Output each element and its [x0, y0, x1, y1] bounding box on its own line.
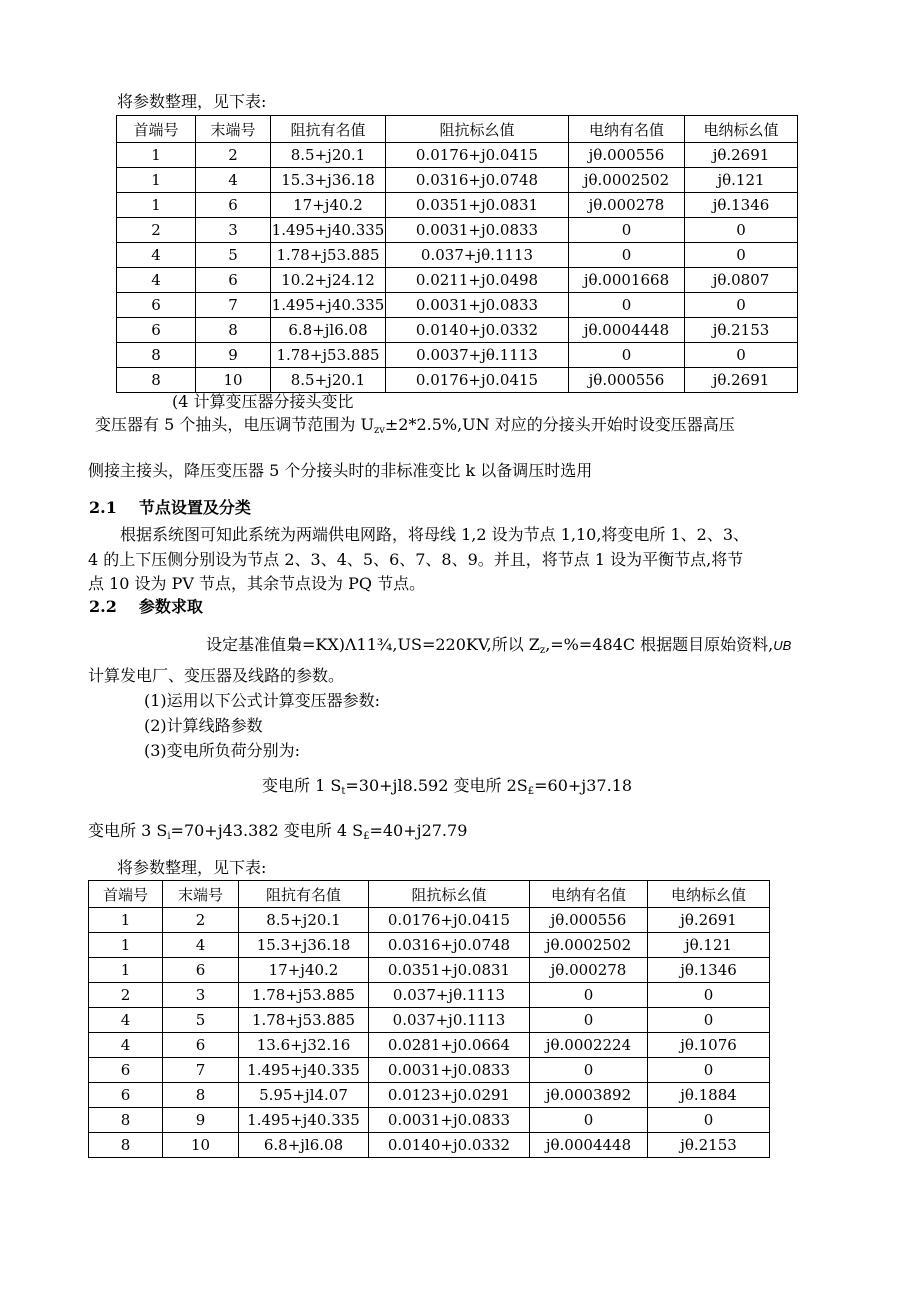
- table-cell: 1.78+j53.885: [271, 343, 386, 368]
- table-row: [117, 243, 798, 268]
- load-text: =30+jl8.592 变电所 2S: [345, 776, 528, 795]
- table-cell: 8: [89, 1108, 163, 1133]
- table-row: [89, 1133, 770, 1158]
- table-cell: 1.495+j40.335: [239, 1058, 369, 1083]
- table-cell: jθ.0001668: [569, 268, 685, 293]
- section-title: 参数求取: [138, 597, 203, 616]
- base-value-line: [206, 635, 792, 656]
- header-cell: 电纳有名值: [530, 881, 648, 908]
- table-cell: 1: [89, 933, 163, 958]
- table-cell: 6: [89, 1083, 163, 1108]
- table-cell: 0.0351+j0.0831: [369, 958, 530, 983]
- table-cell: 0: [685, 343, 798, 368]
- header-cell: 阻抗有名值: [239, 881, 369, 908]
- table-cell: 1.78+j53.885: [239, 983, 369, 1008]
- table-cell: jθ.1884: [648, 1083, 770, 1108]
- table-cell: 0.0031+j0.0833: [386, 293, 569, 318]
- list-item-2: (2)计算线路参数: [144, 716, 263, 735]
- table-cell: 1.495+j40.335: [271, 218, 386, 243]
- load-text: =70+j43.382 变电所 4 S: [170, 821, 364, 840]
- table-row: [89, 1008, 770, 1033]
- base-text-b: ,=%=484C 根据题目原始资料,: [545, 635, 774, 654]
- table-cell: 0.037+jθ.1113: [369, 983, 530, 1008]
- table-row: [89, 933, 770, 958]
- table-cell: jθ.2691: [685, 143, 798, 168]
- table-cell: 1.495+j40.335: [271, 293, 386, 318]
- table-cell: 0: [648, 983, 770, 1008]
- table-cell: jθ.121: [648, 933, 770, 958]
- table-cell: 6: [196, 193, 271, 218]
- table-cell: 7: [163, 1058, 239, 1083]
- table-cell: jθ.2691: [685, 368, 798, 393]
- table-cell: 0: [569, 293, 685, 318]
- table-cell: 3: [163, 983, 239, 1008]
- table-cell: 6: [163, 1033, 239, 1058]
- header-cell: 首端号: [89, 881, 163, 908]
- table-row: [89, 1083, 770, 1108]
- table-cell: jθ.0807: [685, 268, 798, 293]
- table-cell: 1.495+j40.335: [239, 1108, 369, 1133]
- table-cell: jθ.000278: [530, 958, 648, 983]
- table-cell: 2: [163, 908, 239, 933]
- table-cell: 8.5+j20.1: [271, 368, 386, 393]
- table-cell: 6: [89, 1058, 163, 1083]
- table-cell: jθ.1346: [685, 193, 798, 218]
- load-sub: i: [167, 831, 171, 842]
- tap-sub: zv: [373, 425, 385, 436]
- table-cell: 6: [163, 958, 239, 983]
- table1-intro: 将参数整理，见下表:: [117, 92, 267, 111]
- table-cell: 5: [163, 1008, 239, 1033]
- table-cell: 8.5+j20.1: [239, 908, 369, 933]
- table-cell: 10.2+j24.12: [271, 268, 386, 293]
- table-cell: 0.0316+j0.0748: [386, 168, 569, 193]
- table-cell: 1: [117, 193, 196, 218]
- load-text: 变电所 3 S: [88, 821, 168, 840]
- load-text: =40+j27.79: [369, 821, 468, 840]
- header-cell: 首端号: [117, 116, 196, 143]
- tap-paragraph-line2: 侧接主接头，降压变压器 5 个分接头时的非标准变比 k 以备调压时选用: [88, 461, 593, 480]
- load-line-1: [262, 776, 633, 797]
- table-cell: 10: [163, 1133, 239, 1158]
- table-header-row: [89, 881, 770, 908]
- table-cell: 1: [89, 958, 163, 983]
- table-cell: 0.0140+j0.0332: [386, 318, 569, 343]
- table-cell: 4: [163, 933, 239, 958]
- load-text: 变电所 1 S: [262, 776, 342, 795]
- table2-intro: 将参数整理，见下表:: [117, 858, 267, 877]
- table-cell: 6: [117, 318, 196, 343]
- table-cell: 3: [196, 218, 271, 243]
- load-sub: £: [527, 786, 535, 797]
- table-cell: jθ.0004448: [569, 318, 685, 343]
- table-row: [89, 1033, 770, 1058]
- table-row: [117, 218, 798, 243]
- table-row: [89, 908, 770, 933]
- params-table-1: [116, 115, 798, 393]
- table-cell: 8: [163, 1083, 239, 1108]
- table-cell: 0.0281+j0.0664: [369, 1033, 530, 1058]
- table-cell: 5.95+jl4.07: [239, 1083, 369, 1108]
- base-text-a: 设定基准值梟=KX)Λ11¾,US=220KV,所以 Z: [206, 635, 540, 654]
- table-cell: 0.0351+j0.0831: [386, 193, 569, 218]
- section-number: 2.2: [89, 597, 117, 616]
- table-cell: 0: [569, 218, 685, 243]
- table-cell: 4: [89, 1008, 163, 1033]
- table-row: [117, 143, 798, 168]
- table-cell: 0.0031+j0.0833: [386, 218, 569, 243]
- table-cell: jθ.2153: [648, 1133, 770, 1158]
- table-cell: 0: [530, 983, 648, 1008]
- list-item-1: (1)运用以下公式计算变压器参数:: [144, 691, 381, 710]
- table-cell: 0.0037+jθ.1113: [386, 343, 569, 368]
- table-cell: 0.0140+j0.0332: [369, 1133, 530, 1158]
- table-cell: jθ.1076: [648, 1033, 770, 1058]
- step4-heading: (4 计算变压器分接头变比: [172, 392, 354, 411]
- sec21-line1: 根据系统图可知此系统为两端供电网路，将母线 1,2 设为节点 1,10,将变电所 1、2、3、: [120, 525, 750, 544]
- table-cell: 4: [117, 268, 196, 293]
- table-cell: 0.0176+j0.0415: [369, 908, 530, 933]
- table-cell: jθ.0002502: [530, 933, 648, 958]
- table-cell: 6.8+jl6.08: [239, 1133, 369, 1158]
- table-cell: 6: [117, 293, 196, 318]
- tap-text-a: 变压器有 5 个抽头，电压调节范围为 U: [95, 415, 374, 434]
- tap-paragraph-line1: [95, 415, 735, 436]
- table-header-row: [117, 116, 798, 143]
- section-title: 节点设置及分类: [138, 498, 251, 517]
- table-cell: 0.037+jθ.1113: [386, 243, 569, 268]
- header-cell: 电纳标幺值: [685, 116, 798, 143]
- table-cell: 1: [117, 168, 196, 193]
- table-cell: 13.6+j32.16: [239, 1033, 369, 1058]
- sec21-line3: 点 10 设为 PV 节点，其余节点设为 PQ 节点。: [88, 574, 426, 593]
- base-sub: z: [539, 645, 546, 656]
- section-number: 2.1: [89, 498, 117, 517]
- table-cell: 0.0031+j0.0833: [369, 1108, 530, 1133]
- table-cell: 0: [530, 1008, 648, 1033]
- table-cell: 8: [117, 368, 196, 393]
- header-cell: 末端号: [196, 116, 271, 143]
- table-cell: 8.5+j20.1: [271, 143, 386, 168]
- table-cell: 6: [196, 268, 271, 293]
- table-cell: jθ.2153: [685, 318, 798, 343]
- table-cell: jθ.2691: [648, 908, 770, 933]
- table-cell: 0: [685, 293, 798, 318]
- header-cell: 阻抗有名值: [271, 116, 386, 143]
- table-cell: 9: [163, 1108, 239, 1133]
- table-cell: 0.0316+j0.0748: [369, 933, 530, 958]
- load-text: =60+j37.18: [534, 776, 633, 795]
- sec21-line2: 4 的上下压侧分别设为节点 2、3、4、5、6、7、8、9。并且，将节点 1 设为平衡节点,将节: [88, 550, 744, 569]
- table-cell: 2: [117, 218, 196, 243]
- table-cell: jθ.0003892: [530, 1083, 648, 1108]
- table-cell: jθ.000556: [569, 143, 685, 168]
- table-row: [89, 983, 770, 1008]
- table-cell: 0.0211+j0.0498: [386, 268, 569, 293]
- table-row: [117, 368, 798, 393]
- table-row: [117, 168, 798, 193]
- table-cell: jθ.1346: [648, 958, 770, 983]
- table-cell: 0: [530, 1108, 648, 1133]
- table-cell: 4: [196, 168, 271, 193]
- load-sub: t: [341, 786, 346, 797]
- table-cell: 4: [117, 243, 196, 268]
- table-cell: 0.0176+j0.0415: [386, 143, 569, 168]
- table-cell: 0: [569, 343, 685, 368]
- load-line-2: [88, 821, 468, 842]
- table-cell: 0: [648, 1008, 770, 1033]
- table-cell: 1.78+j53.885: [271, 243, 386, 268]
- header-cell: 电纳有名值: [569, 116, 685, 143]
- table-row: [117, 268, 798, 293]
- table-cell: 8: [117, 343, 196, 368]
- table-row: [89, 1058, 770, 1083]
- table-cell: 2: [89, 983, 163, 1008]
- table-cell: 0: [648, 1108, 770, 1133]
- table-cell: 0.0176+j0.0415: [386, 368, 569, 393]
- table-cell: jθ.000278: [569, 193, 685, 218]
- table-cell: jθ.000556: [569, 368, 685, 393]
- load-sub: £: [363, 831, 370, 842]
- table-cell: 2: [196, 143, 271, 168]
- table-cell: 0.037+j0.1113: [369, 1008, 530, 1033]
- table-cell: 4: [89, 1033, 163, 1058]
- table-cell: 8: [196, 318, 271, 343]
- params-table-2: [88, 880, 770, 1158]
- table-cell: 0: [569, 243, 685, 268]
- header-cell: 阻抗标幺值: [369, 881, 530, 908]
- calc-line: 计算发电厂、变压器及线路的参数。: [88, 666, 345, 685]
- table-cell: 8: [89, 1133, 163, 1158]
- table-cell: 17+j40.2: [271, 193, 386, 218]
- list-item-3: (3)变电所负荷分别为:: [144, 741, 301, 760]
- table-cell: jθ.000556: [530, 908, 648, 933]
- base-ub: UB: [773, 638, 792, 653]
- header-cell: 阻抗标幺值: [386, 116, 569, 143]
- table-cell: 0: [685, 243, 798, 268]
- header-cell: 电纳标幺值: [648, 881, 770, 908]
- table-cell: 15.3+j36.18: [239, 933, 369, 958]
- table-row: [117, 293, 798, 318]
- table-cell: 15.3+j36.18: [271, 168, 386, 193]
- tap-text-b: ±2*2.5%,UN 对应的分接头开始时设变压器高压: [384, 415, 735, 434]
- table-cell: 7: [196, 293, 271, 318]
- table-cell: 1: [89, 908, 163, 933]
- table-cell: 0.0031+j0.0833: [369, 1058, 530, 1083]
- table-cell: 17+j40.2: [239, 958, 369, 983]
- table-cell: 1: [117, 143, 196, 168]
- table-cell: jθ.0002502: [569, 168, 685, 193]
- table-cell: 0: [685, 218, 798, 243]
- table-cell: jθ.0004448: [530, 1133, 648, 1158]
- section-2-2-heading: [89, 599, 203, 615]
- table-cell: 0: [648, 1058, 770, 1083]
- table-cell: 10: [196, 368, 271, 393]
- table-cell: jθ.0002224: [530, 1033, 648, 1058]
- table-cell: 5: [196, 243, 271, 268]
- table-row: [117, 343, 798, 368]
- table-row: [117, 193, 798, 218]
- table-row: [117, 318, 798, 343]
- table-cell: 1.78+j53.885: [239, 1008, 369, 1033]
- section-2-1-heading: [89, 500, 251, 516]
- table-cell: 0: [530, 1058, 648, 1083]
- table-row: [89, 958, 770, 983]
- table-row: [89, 1108, 770, 1133]
- header-cell: 末端号: [163, 881, 239, 908]
- table-cell: 9: [196, 343, 271, 368]
- table-cell: jθ.121: [685, 168, 798, 193]
- table-cell: 0.0123+j0.0291: [369, 1083, 530, 1108]
- table-cell: 6.8+jl6.08: [271, 318, 386, 343]
